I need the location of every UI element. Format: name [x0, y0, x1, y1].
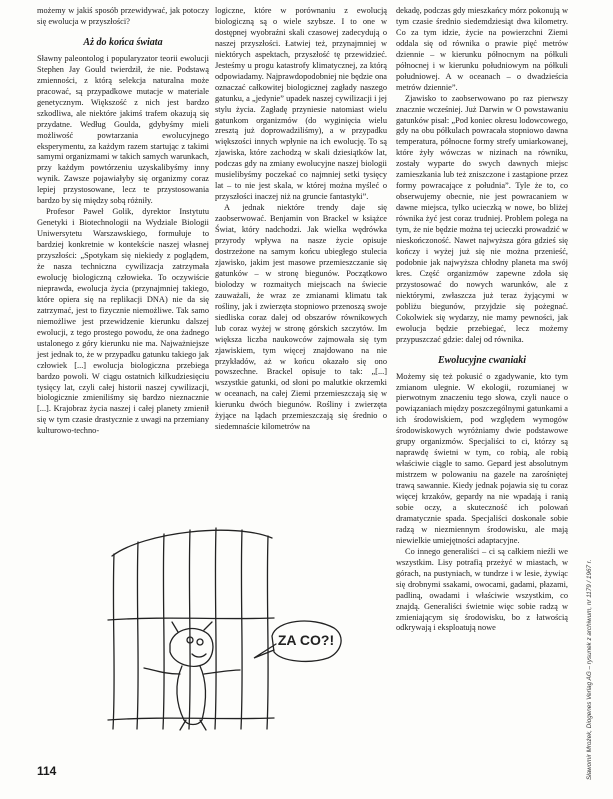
paragraph: logiczne, które w porównaniu z ewolucją biologiczną są o wiele szybsze. I to one w dostępnej wyobraźni skali czasowej zadecydują o naszej przyszłości. Łatwiej też, przynajmniej w niektórych aspektach, przyszłość tę przewidzieć. Jesteśmy u progu katastrofy klimatycznej, za którą odpowiadamy. Najprawdopodobniej nie będzie ona oznaczać całkowitej biologicznej zagłady naszego gatunku, a „jedynie” upadek naszej cywilizacji i jej stylu życia. Zagładę przyniesie natomiast wielu gatunkom organizmów (do wyginięcia wielu zresztą już doprowadziliśmy), a w przypadku większości innych wpłynie na ich ewolucję. To są zjawiska, które zachodzą w skali dziesiątków lat, podczas gdy na zmiany ewolucyjne naszej biologii musielibyśmy poczekać co najmniej setki tysięcy lat – to nie jest skala, w której można myśleć o przyszłości inaczej niż na gruncie fantastyki”. — [215, 6, 387, 202]
text-column-1 — [37, 6, 209, 437]
section-heading: Ewolucyjne cwaniaki — [437, 354, 527, 366]
paragraph: Sławny paleontolog i popularyzator teorii ewolucji Stephen Jay Gould twierdził, że nie. Podstawą zmienności, z którą selekcja naturalna może pracować, są przypadkowe mutacje w materiale genetycznym. Większość z nich jest bardzo szkodliwa, ale niektóre jakimś trafem okazują się przydatne. Według Goulda, gdybyśmy mieli możliwość powtarzania ewolucyjnego eksperymentu, za każdym razem startując z takimi samymi organizmami w takich samych warunkach, przy każdym powtórzeniu uzyskalibyśmy inny wynik. Zawsze pojawiałyby się organizmy coraz lepiej przystosowane, lecz te przystosowania bardzo by się między sobą różniły. — [37, 53, 209, 206]
text-column-3 — [396, 6, 568, 634]
paragraph: możemy w jakiś sposób przewidywać, jak potoczy się ewolucja w przyszłości? — [37, 6, 209, 26]
text-column-2 — [215, 6, 387, 433]
image-credit: Sławomir Mrożek, Diogenes Verlag AG – rysunek z archiwum, nr 1179 / 1967 r. — [586, 559, 593, 780]
speech-bubble-text: ZA CO?! — [277, 632, 335, 648]
page-number: 114 — [37, 764, 57, 778]
paragraph: A jednak niektóre trendy daje się zaobserwować. Benjamin von Brackel w książce Świat, który nadchodzi. Jak wielka wędrówka przyrody wpływa na nasze życie opisuje dostrzeżone na samym końcu ubiegłego stulecia zjawisko, jakim jest masowe przemieszczanie się gatunków – w stronę biegunów. Początkowo biolodzy w rozmaitych miejscach na świecie zauważali, że wraz ze zmianami klimatu tak rośliny, jak i zwierzęta stopniowo przenoszą swoje siedliska coraz dalej od obszarów równikowych lub coraz wyżej w stronę górskich szczytów. Im większa liczba naukowców zajmowała się tym zjawiskiem, tym więcej znajdowano na nie przykładów, aż w końcu okazało się ono powszechne. Brackel opisuje to tak: „[...] wszystkie gatunki, od słoni po malutkie okrzemki w oceanach, na całej Ziemi przemieszczają się w kierunku dwóch biegunów. Rośliny i zwierzęta żyjące na lądach przemieszczają się średnio o siedemnaście kilometrów na — [215, 203, 387, 432]
cartoon-illustration — [104, 524, 344, 734]
paragraph: Co innego generaliści – ci są całkiem nieźli we wszystkim. Lisy potrafią przeżyć w miastach, w górach, na pustyniach, w tundrze i w lesie, żywiąc się drobnymi ssakami, owocami, gadami, płazami, padliną, owadami i właściwie wszystkim, co znajdą. Generaliści świetnie więc sobie radzą w zmieniającym się środowisku, bo z łatwością odkrywają i eksploatują nowe — [396, 546, 568, 633]
paragraph: Zjawisko to zaobserwowano po raz pierwszy znacznie wcześniej. Już Darwin w O powstawaniu gatunków pisał: „Pod koniec okresu lodowcowego, gdy na obu półkulach powracała stopniowo dawna temperatura, północne formy strefy umiarkowanej, które żyły wówczas w nizinach na równiku, zostały wyparte do swych dawnych miejsc zamieszkania lub też zniszczone i zastąpione przez formy powracające z południa”. Tyle że to, co obserwujemy obecnie, nie jest powracaniem w dawne miejsca, tylko ucieczką w nowe, bo bliżej równika żyć jest coraz trudniej. Problem polega na tym, że nie będzie można tej ucieczki prowadzić w nieskończoność. Nawet najwyższa góra gdzieś się kończy i wyżej już się nie można przenieść, podobnie jak najwyższa chłodny planeta ma swój kres. Część organizmów zapewne zdoła się przystosować do nowych warunków, ale z niektórymi, zwłaszcza już teraz żyjącymi w pobliżu biegunów, przyjdzie się pożegnać. Cokolwiek się wydarzy, nie mamy pewności, jak ewolucja będzie przebiegać, lecz możemy przypuszczać gdzie: dalej od równika. — [396, 93, 568, 344]
paragraph: Profesor Paweł Golik, dyrektor Instytutu Genetyki i Biotechnologii na Wydziale Biologii Uniwersytetu Warszawskiego, formułuje to bardziej konkretnie w kontekście naszej własnej przyszłości: „Spotykam się niekiedy z poglądem, że nasza techniczna cywilizacja zatrzymała ewolucję biologiczną człowieka. To oczywiście nieprawda, ewolucja życia (przynajmniej takiego, które opiera się na replikacji DNA) nie da się zatrzymać, jest to fizycznie niemożliwe. Tak samo niemożliwe jest przewidzenie kierunku dalszej ewolucji, z tego prostego powodu, że ona żadnego ustalonego z góry kierunku nie ma. Najważniejsze jest jednak to, że w przypadku gatunku takiego jak człowiek [...] ewolucja biologiczna przebiega bardzo powoli. W ciągu ostatnich kilkudziesięciu tysięcy lat, czyli całej historii naszej cywilizacji, biologicznie zmieniliśmy się bardzo nieznacznie [...]. Krajobraz życia naszej i całej planety zmienił się w tym czasie drastycznie z uwagi na przemiany kulturowo-techno- — [37, 207, 209, 436]
paragraph: dekadę, podczas gdy mieszkańcy mórz pokonują w tym czasie średnio siedemdziesiąt dwa kilometry. Co za tym idzie, życie na powierzchni Ziemi oddala się od równika o prawie pięć metrów dziennie – w kierunku północnym na półkuli północnej i w kierunku południowym na półkuli południowej. A w oceanach – o dwadzieścia metrów dziennie”. — [396, 6, 568, 92]
section-heading: Aż do końca świata — [83, 36, 163, 48]
paragraph: Możemy się też pokusić o zgadywanie, kto tym zmianom ulegnie. W ekologii, rozumianej w pierwotnym znaczeniu tego słowa, czyli nauce o powiązaniach między poszczególnymi gatunkami a ich środowiskiem, pod względem wymogów środowiskowych wyróżniamy dwie podstawowe grupy organizmów. Specjaliści to ci, którzy są naprawdę świetni w tym, co robią, ale robią właściwie ciągle to samo. Gepard jest absolutnym mistrzem w polowaniu na gazele na zarośniętej trawą sawannie. Kiedy jednak pojawia się tu coraz więcej krzaków, gepardy na nie wpadają i ranią sobie oczy, a skuteczność ich polowań dramatycznie spada. Specjaliści doskonale sobie radzą w niezmiennym środowisku, ale mają niewielkie umiejętności adaptacyjne. — [396, 371, 568, 545]
